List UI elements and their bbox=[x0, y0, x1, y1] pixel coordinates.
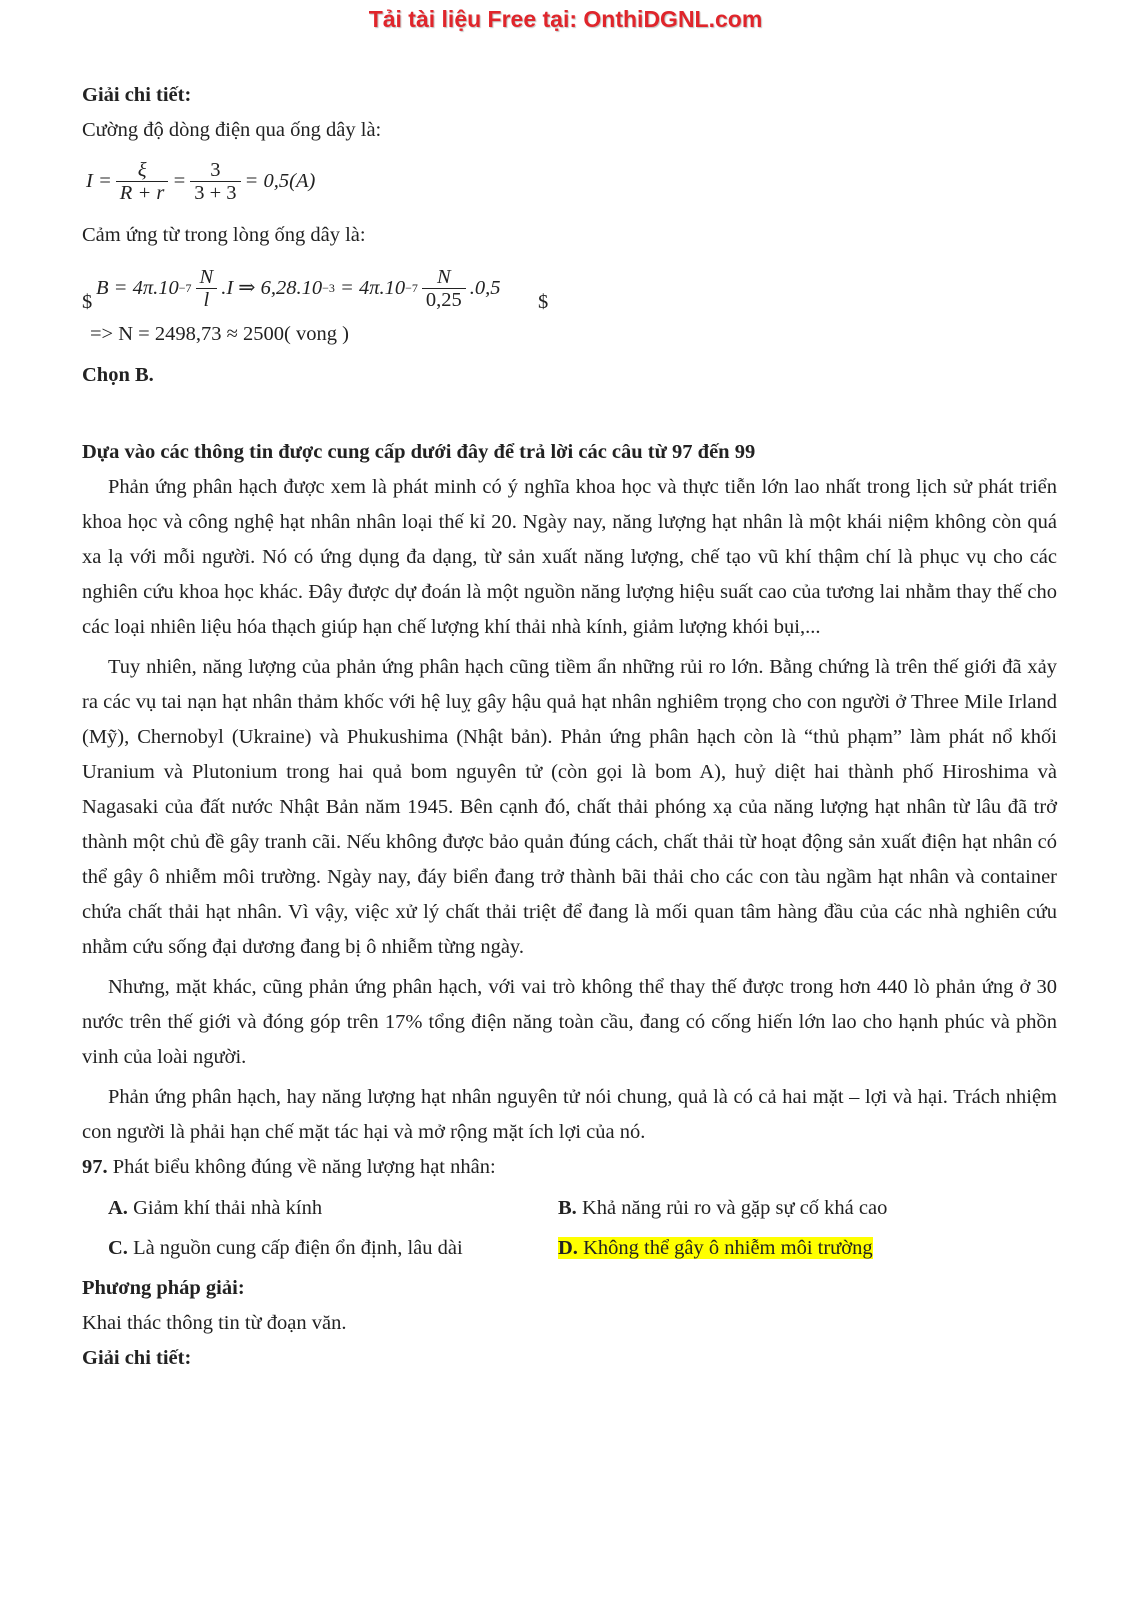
option-b[interactable] bbox=[558, 1191, 1028, 1226]
option-letter: D. bbox=[558, 1237, 578, 1259]
answer-options bbox=[108, 1191, 1057, 1266]
solution-line: Cảm ứng từ trong lòng ống dây là: bbox=[82, 224, 366, 246]
eq-text: I = bbox=[86, 169, 112, 192]
solution-line: Cường độ dòng điện qua ống dây là: bbox=[82, 119, 382, 141]
question-97 bbox=[82, 1150, 1057, 1185]
numerator: N bbox=[422, 266, 466, 289]
option-text: Là nguồn cung cấp điện ổn định, lâu dài bbox=[133, 1237, 463, 1259]
denominator: l bbox=[203, 288, 210, 311]
numerator: ξ bbox=[116, 159, 169, 182]
eq-text: B = 4π.10 bbox=[96, 276, 179, 299]
exponent: −7 bbox=[405, 280, 418, 295]
option-letter: C. bbox=[108, 1237, 128, 1259]
option-c[interactable] bbox=[108, 1231, 558, 1266]
fraction bbox=[422, 266, 466, 311]
field-equation-body bbox=[96, 259, 501, 317]
site-banner: Tải tài liệu Free tại: OnthiDGNL.com bbox=[368, 6, 763, 32]
option-text: Khả năng rủi ro và gặp sự cố khá cao bbox=[581, 1197, 888, 1219]
fraction bbox=[116, 159, 169, 204]
eq-text: = bbox=[172, 169, 187, 192]
eq-text: .0,5 bbox=[469, 276, 501, 299]
option-text: Không thể gây ô nhiễm môi trường bbox=[583, 1237, 873, 1259]
solution-heading: Giải chi tiết: bbox=[82, 84, 192, 106]
denominator: 0,25 bbox=[425, 288, 462, 311]
denominator: R + r bbox=[119, 181, 165, 204]
eq-text: = 4π.10 bbox=[334, 276, 406, 299]
solution-heading-2: Giải chi tiết: bbox=[82, 1347, 192, 1369]
exponent: −3 bbox=[322, 280, 335, 295]
result-equation: => N = 2498,73 ≈ 2500( vong ) bbox=[90, 323, 349, 345]
page-content bbox=[82, 78, 1057, 1376]
passage-paragraph: Phản ứng phân hạch được xem là phát minh có ý nghĩa khoa học và thực tiễn lớn lao nhất trong lịch sử phát triển khoa học và công nghệ hạt nhân nhân loại thế kỉ 20. Ngày nay, năng lượng hạt nhân là một khái niệm không còn quá xa lạ với mỗi người. Nó có ứng dụng đa dạng, từ sản xuất năng lượng, chế tạo vũ khí thậm chí là phục vụ cho các nghiên cứu khoa học khác. Đây được dự đoán là một nguồn năng lượng hiệu suất cao của tương lai nhằm thay thế cho các loại nhiên liệu hóa thạch giúp hạn chế lượng khí thải nhà kính, giảm lượng khói bụi,... bbox=[82, 476, 1057, 638]
eq-text: .I ⇒ 6,28.10 bbox=[221, 276, 323, 299]
option-letter: B. bbox=[558, 1197, 577, 1219]
exponent: −7 bbox=[178, 280, 192, 295]
passage-paragraph: Nhưng, mặt khác, cũng phản ứng phân hạch, với vai trò không thể thay thế được trong hơn 440 lò phản ứng ở 30 nước trên thế giới và đóng góp trên 17% tổng điện năng toàn cầu, đang có cống hiến lớn lao cho hạnh phúc và phồn vinh của loài người. bbox=[82, 976, 1057, 1068]
passage-paragraph: Tuy nhiên, năng lượng của phản ứng phân hạch cũng tiềm ẩn những rủi ro lớn. Bằng chứng là trên thế giới đã xảy ra các vụ tai nạn hạt nhân thảm khốc với hệ luỵ gây hậu quả hạt nhân nghiêm trọng cho con người ở Three Mile Irland (Mỹ), Chernobyl (Ukraine) và Phukushima (Nhật bản). Phản ứng phân hạch còn là “thủ phạm” làm phát nổ khối Uranium và Plutonium trong hai quả bom nguyên tử (còn gọi là bom A), huỷ diệt hai thành phố Hiroshima và Nagasaki của đất nước Nhật Bản năm 1945. Bên cạnh đó, chất thải phóng xạ của năng lượng hạt nhân từ lâu đã trở thành một chủ đề gây tranh cãi. Nếu không được bảo quản đúng cách, chất thải từ hoạt động sản xuất điện hạt nhân có thể gây ô nhiễm môi trường. Ngày nay, đáy biển đang trở thành bãi thải cho các con tàu ngầm hạt nhân và container chứa chất thải hạt nhân. Vì vậy, việc xử lý chất thải triệt để đang là mối quan tâm hàng đầu của các nhà nghiên cứu nhằm cứu sống đại dương đang bị ô nhiễm từng ngày. bbox=[82, 656, 1057, 958]
question-number: 97. bbox=[82, 1156, 108, 1178]
field-equation bbox=[82, 259, 1057, 317]
fraction bbox=[196, 266, 218, 311]
denominator: 3 + 3 bbox=[194, 181, 237, 204]
option-a[interactable] bbox=[108, 1191, 558, 1226]
option-letter: A. bbox=[108, 1197, 128, 1219]
dollar-sign: $ bbox=[82, 291, 93, 313]
option-text: Giảm khí thải nhà kính bbox=[133, 1197, 323, 1219]
passage-paragraph: Phản ứng phân hạch, hay năng lượng hạt nhân nguyên tử nói chung, quả là có cả hai mặt – lợi và hại. Trách nhiệm con người là phải hạn chế mặt tác hại và mở rộng mặt ích lợi của nó. bbox=[82, 1086, 1057, 1143]
numerator: N bbox=[196, 266, 218, 289]
numerator: 3 bbox=[190, 159, 240, 182]
question-text: Phát biểu không đúng về năng lượng hạt nhân: bbox=[112, 1156, 496, 1178]
eq-text: = 0,5(A) bbox=[244, 169, 316, 192]
method-heading: Phương pháp giải: bbox=[82, 1277, 245, 1299]
option-d[interactable] bbox=[558, 1231, 1028, 1266]
current-equation bbox=[86, 150, 1057, 212]
fraction bbox=[190, 159, 240, 204]
choice-line: Chọn B. bbox=[82, 364, 154, 386]
passage-title: Dựa vào các thông tin được cung cấp dưới đây để trả lời các câu từ 97 đến 99 bbox=[82, 441, 756, 463]
dollar-sign: $ bbox=[538, 291, 549, 313]
method-text: Khai thác thông tin từ đoạn văn. bbox=[82, 1312, 347, 1334]
